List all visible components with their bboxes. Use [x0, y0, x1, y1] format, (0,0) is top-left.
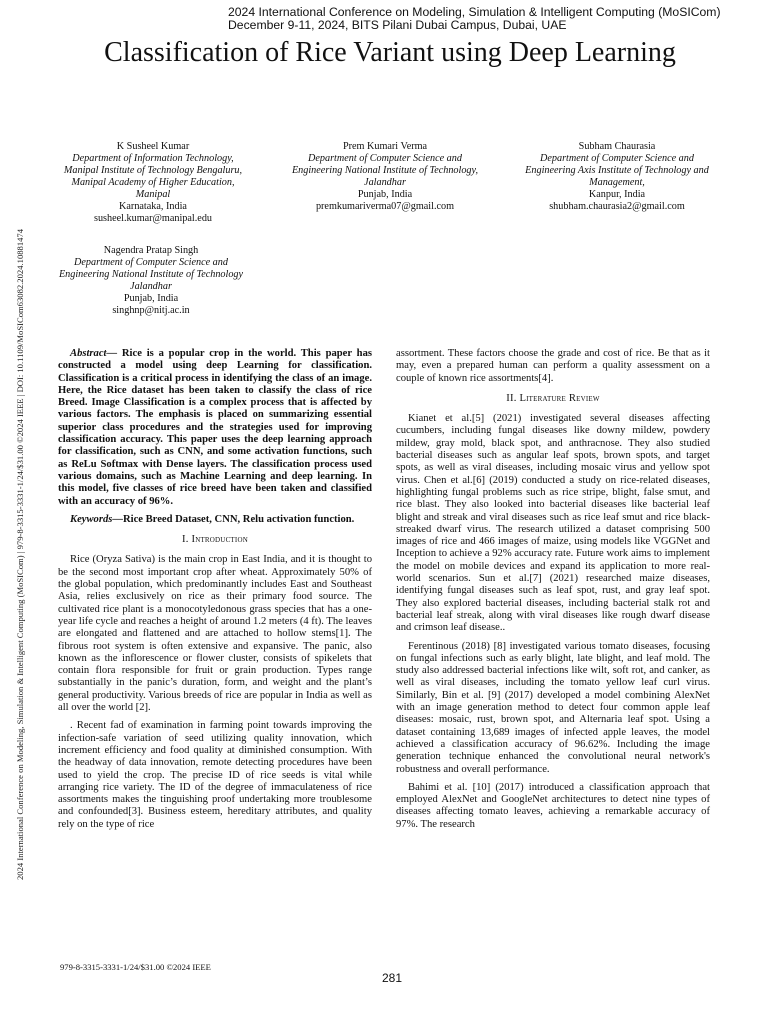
keywords-text: Rice Breed Dataset, CNN, Relu activation function. [122, 513, 355, 525]
author-location: Karnataka, India [119, 201, 187, 212]
author-block-3 [522, 141, 712, 213]
author-location: Kanpur, India [588, 189, 646, 200]
right-column [396, 348, 710, 837]
author-email: premkumariverma07@gmail.com [315, 201, 455, 212]
abstract [58, 348, 372, 508]
author-name: Prem Kumari Verma [342, 141, 428, 152]
author-block-2 [290, 141, 480, 213]
author-affiliation: Department of Computer Science and Engineering Axis Institute of Technology and Management, [525, 153, 709, 188]
section-heading-introduction: I. Introduction [182, 534, 248, 546]
author-name: K Susheel Kumar [116, 141, 190, 152]
author-name: Nagendra Pratap Singh [103, 245, 199, 256]
author-block-4 [58, 245, 244, 317]
intro-paragraph-2: . Recent fad of examination in farming point towards improving the infection-safe variation of seed utilizing quality innovation, which increment efficiency and food quality at diminished consumption. With the headway of data innovation, remote detecting procedures have been used to yield the crop. The precise ID of rice seeds is vital while arranging rice variety. The ID of the degree of immaculateness of rice assortments makes the tinguishing proof undertaking more troublesome and confounded[3]. Business esteem, hereditary attributes, and quality rely on the type of rice [58, 720, 372, 830]
section-heading-literature-review: II. Literature Review [506, 392, 600, 404]
keywords [58, 514, 372, 526]
author-affiliation: Department of Information Technology, Manipal Institute of Technology Bengaluru, Manipal Academy of Higher Education, Manipal [63, 153, 243, 200]
abstract-text: Rice is a popular crop in the world. This paper has constructed a model using deep Learning for classification. Classification is a critical process in identifying the class of an image. Here, the Rice dataset has been taken to classify the class of rice Breed. Image Classification is a complex process that is affected by various factors. The emphasis is placed on summarizing essential superior class procedures and the strategies used for improving classification accuracy. This paper uses the deep learning approach for classification, such as CNN, and some activation functions, such as ReLu Softmax with Dense layers. The classification process used various domains, such as Machine Learning and deep learning. In this model, five classes of rice breed have been taken and classified with an accuracy of 96%. [58, 348, 372, 507]
author-affiliation: Department of Computer Science and Engineering National Institute of Technology, Jalandhar [291, 153, 479, 188]
intro-continuation: assortment. These factors choose the grade and cost of rice. Be that as it may, even a prepared human can perform a quality assessment on a couple of known rice assortments[4]. [396, 348, 710, 384]
author-name: Subham Chaurasia [578, 141, 656, 152]
literature-paragraph-3: Bahimi et al. [10] (2017) introduced a classification approach that employed AlexNet and GoogleNet architectures to detect nine types of diseases affecting tomato leaves, achieving a remarkable accuracy of 97%. The research [396, 781, 710, 830]
author-location: Punjab, India [357, 189, 413, 200]
footer-copyright: 979-8-3315-3331-1/24/$31.00 ©2024 IEEE [60, 962, 211, 972]
left-column [58, 348, 372, 837]
page-number: 281 [381, 971, 403, 985]
author-affiliation: Department of Computer Science and Engineering National Institute of Technology Jalandhar [58, 257, 244, 292]
author-block-1 [58, 141, 248, 225]
author-email: singhnp@nitj.ac.in [112, 305, 190, 316]
conference-date-venue: December 9-11, 2024, BITS Pilani Dubai Campus, Dubai, UAE [228, 18, 567, 32]
keywords-label: Keywords— [70, 513, 123, 525]
literature-paragraph-2: Ferentinous (2018) [8] investigated various tomato diseases, focusing on fungal infections such as early blight, late blight, and leaf mold. The study also addressed bacterial infections like wilt, soft rot, and canker, as well as viral diseases, including the tomato yellow leaf curl virus. Similarly, Bin et al. [9] (2017) developed a model combining AlexNet with an image generation method to detect four common apple leaf diseases: mosaic, rust, brown spot, and Alternaria leaf spot. Using a dataset containing 13,689 images of infected apple leaves, the model achieved a classification accuracy of 96.62%. Including the image generation technique enhanced the convolutional neural network's robustness and overall performance. [396, 640, 710, 775]
conference-header [228, 6, 760, 32]
side-doi-note: 2024 International Conference on Modeling, Simulation & Intelligent Computing (MoSICom) | 979-8-3315-3331-1/24/$31.00 ©2024 IEEE | DOI: 10.1109/MoSICom63082.2024.10881474 [15, 228, 25, 880]
abstract-label: Abstract— [70, 348, 118, 359]
intro-paragraph-1: Rice (Oryza Sativa) is the main crop in East India, and it is thought to be the second most important crop after wheat. Approximately 50% of the global population, which predominantly includes East and Southeast Asia, relies exclusively on rice as their primary food source. The cultivated rice plant is a monocotyledonous grass species that has a one-year life cycle and reaches a height of around 1.2 meters (4 ft). The leaves are elongated and flattened and are attached to hollow stems[1]. The fibrous root system is often extensive and expansive. The panic, also known as the inflorescence or flower cluster, consists of spikelets that contain flora responsible for fruit or grain production. Types range substantially in the panic’s duration, form, and weight and the plant’s general productivity. Various breeds of rice are popular in India as well as all over the world [2]. [58, 554, 372, 714]
author-email: susheel.kumar@manipal.edu [93, 213, 213, 224]
literature-paragraph-1: Kianet et al.[5] (2021) investigated several diseases affecting cucumbers, including fungal diseases like downy mildew, powdery mildew, gray mold, black spot, and anthracnose. They also studied bacterial diseases such as angular leaf spots, brown spots, and target spots, as well as viral diseases, including mosaic virus and yellow spot virus. Chen et al.[6] (2019) conducted a study on rice-related diseases, highlighting fungal problems such as rice stripe, blight, false smut, and rice blast. They also looked into bacterial diseases like bacterial leaf blight and streak and viral diseases such as rice leaf smut and rice black-streaked dwarf virus. The research utilized a dataset comprising 500 images of rice and 466 images of maize, using models like VGGNet and Inception to achieve a 92% accuracy rate. Future work aims to implement the model on mobile devices and expand its application to more real-world scenarios. Sun et al.[7] (2021) researched maize diseases, identifying fungal diseases such as leaf spot, rust, and gray leaf spot. They also explored bacterial diseases, including bacterial stalk rot and bacterial leaf streak, along with viral diseases like rough dwarf disease and crimson leaf disease.. [396, 413, 710, 634]
author-email: shubham.chaurasia2@gmail.com [549, 201, 685, 212]
paper-title: Classification of Rice Variant using Deep Learning [104, 37, 676, 68]
conference-name: 2024 International Conference on Modeling, Simulation & Intelligent Computing (MoSICom) [228, 5, 721, 19]
author-location: Punjab, India [123, 293, 179, 304]
